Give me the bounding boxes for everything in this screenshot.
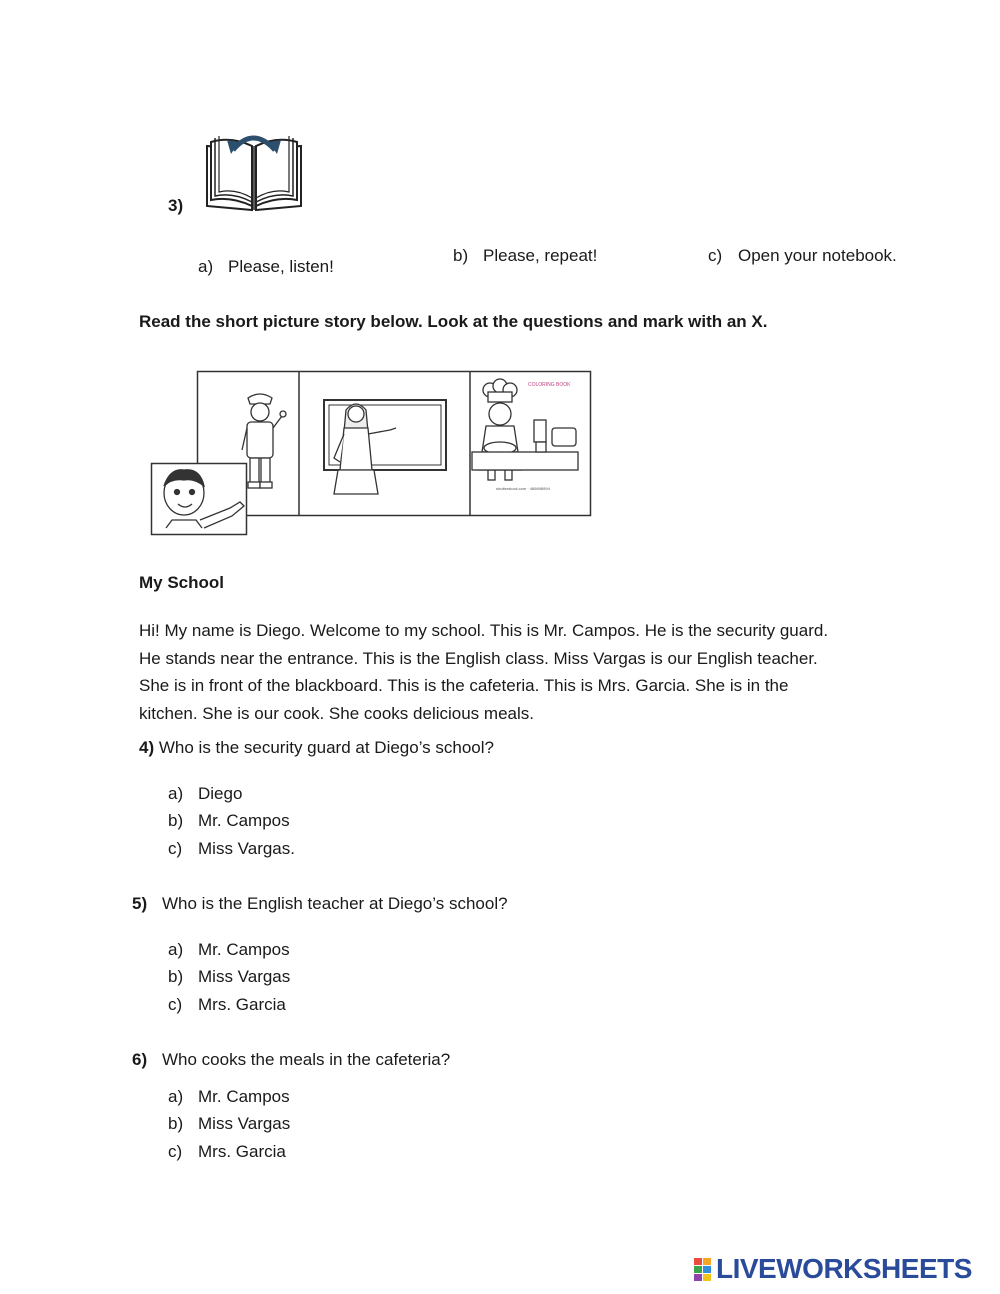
question-4-option-b[interactable] <box>168 811 290 831</box>
question-6 <box>132 1050 450 1070</box>
question-number: 6) <box>132 1050 148 1069</box>
option-text: Diego <box>198 784 243 803</box>
option-letter: a) <box>198 257 214 276</box>
question-text: Who cooks the meals in the cafeteria? <box>162 1050 451 1069</box>
option-letter: b) <box>168 1114 184 1133</box>
story-title: My School <box>139 573 225 592</box>
story-line: He stands near the entrance. This is the English class. Miss Vargas is our English teacher. <box>139 648 818 668</box>
option-text: Mrs. Garcia <box>198 1142 286 1161</box>
option-letter: b) <box>453 246 469 265</box>
option-letter: a) <box>168 1087 184 1106</box>
option-text: Miss Vargas <box>198 967 291 986</box>
question-number: 4) <box>139 738 155 757</box>
question-4-option-c[interactable] <box>168 839 295 859</box>
question-text: Who is the English teacher at Diego’s school? <box>162 894 508 913</box>
question-3-number: 3) <box>168 196 184 215</box>
question-text: Who is the security guard at Diego’s school? <box>158 738 494 757</box>
svg-text:shutterstock.com · 466698994: shutterstock.com · 466698994 <box>496 486 550 491</box>
story-line: Hi! My name is Diego. Welcome to my school. This is Mr. Campos. He is the security guard. <box>139 621 829 640</box>
question-number: 5) <box>132 894 148 913</box>
brand-name: LIVEWORKSHEETS <box>716 1253 972 1284</box>
option-letter: c) <box>168 1142 183 1161</box>
question-5-option-a[interactable] <box>168 940 290 960</box>
option-text: Miss Vargas. <box>198 839 295 858</box>
option-letter: c) <box>168 839 183 858</box>
question-4-option-a[interactable] <box>168 784 242 804</box>
story-line: kitchen. She is our cook. She cooks delicious meals. <box>139 703 534 723</box>
option-text: Please, listen! <box>228 257 334 276</box>
option-letter: c) <box>168 995 183 1014</box>
option-letter: a) <box>168 784 184 803</box>
question-3-option-a[interactable] <box>198 257 334 277</box>
option-text: Miss Vargas <box>198 1114 291 1133</box>
option-letter: c) <box>708 246 723 265</box>
question-6-option-c[interactable] <box>168 1142 286 1162</box>
question-3-option-b[interactable] <box>453 246 597 266</box>
question-5-option-b[interactable] <box>168 967 290 987</box>
picture-story-illustration <box>150 370 594 538</box>
option-text: Please, repeat! <box>483 246 598 265</box>
option-text: Mr. Campos <box>198 940 290 959</box>
question-3-option-c[interactable] <box>708 246 897 266</box>
option-text: Mrs. Garcia <box>198 995 286 1014</box>
story-line: She is in front of the blackboard. This is the cafeteria. This is Mrs. Garcia. She is in the <box>139 676 789 695</box>
logo-badge-icon <box>694 1258 712 1282</box>
option-letter: b) <box>168 967 184 986</box>
option-letter: b) <box>168 811 184 830</box>
liveworksheets-logo <box>694 1254 994 1284</box>
question-6-option-a[interactable] <box>168 1087 290 1107</box>
option-text: Open your notebook. <box>738 246 897 265</box>
option-letter: a) <box>168 940 184 959</box>
option-text: Mr. Campos <box>198 811 290 830</box>
question-6-option-b[interactable] <box>168 1114 290 1134</box>
instruction-text: Read the short picture story below. Look at the questions and mark with an X. <box>139 312 768 331</box>
option-text: Mr. Campos <box>198 1087 290 1106</box>
story-paragraph <box>139 617 879 727</box>
question-5 <box>132 894 508 914</box>
question-5-option-c[interactable] <box>168 995 286 1015</box>
svg-text:COLORING BOOK: COLORING BOOK <box>528 382 571 388</box>
open-book-icon <box>203 128 305 212</box>
question-4 <box>139 738 494 758</box>
